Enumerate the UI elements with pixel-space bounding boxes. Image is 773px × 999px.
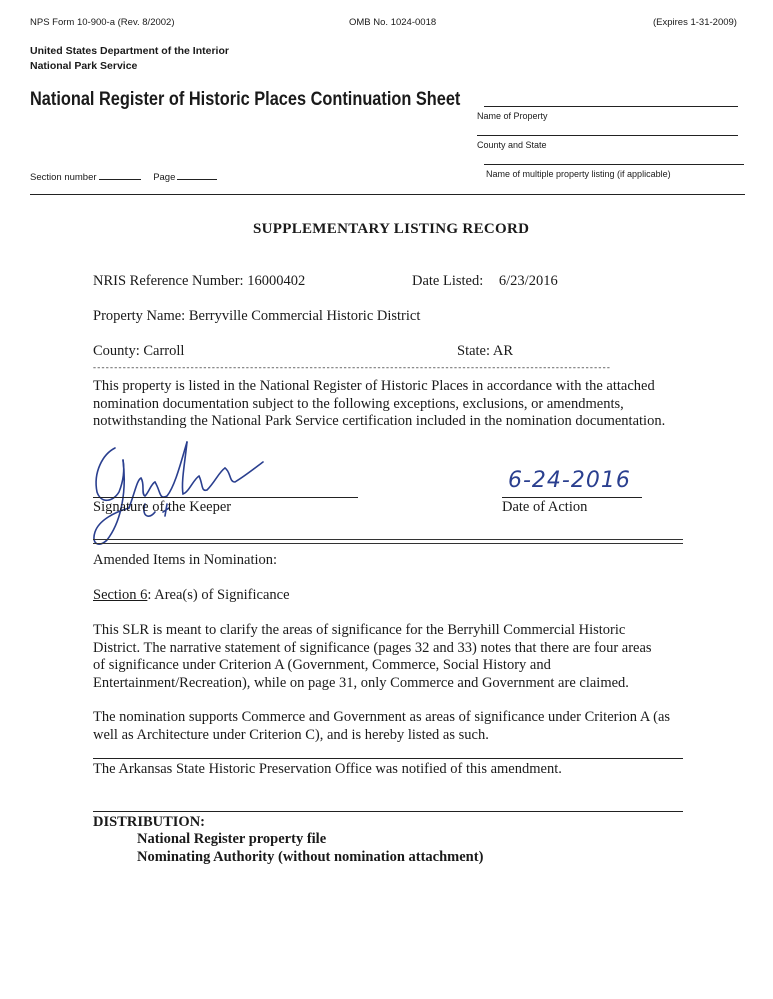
form-title: National Register of Historic Places Continuation Sheet [30, 89, 461, 110]
notification-rule [93, 758, 683, 759]
distribution-item: Nominating Authority (without nomination attachment) [137, 849, 484, 865]
county-value: Carroll [143, 343, 185, 359]
date-of-action-label: Date of Action [502, 499, 588, 515]
header-divider [30, 194, 745, 195]
section-number: Section 6 [93, 587, 148, 603]
date-of-action-line [502, 497, 642, 498]
nris-value: 16000402 [247, 273, 306, 289]
property-name [93, 308, 420, 325]
amendment-paragraph-1: This SLR is meant to clarify the areas of significance for the Berryhill Commercial Historic District. The narrative statement of significance (pages 32 and 33) notes that there are four areas of significance under Criterion A (Government, Commerce, Social History and Entertainment/Recreation), while on page 31, only Commerce and Government are claimed. [93, 622, 652, 691]
form-number: NPS Form 10-900-a (Rev. 8/2002) [30, 17, 175, 28]
county-label: County: [93, 343, 140, 359]
section-number-field [30, 170, 217, 183]
county [93, 343, 184, 360]
date-listed [412, 273, 558, 290]
multiple-listing-line [484, 164, 744, 165]
signature-line [93, 497, 358, 498]
handwritten-action-date: 6-24-2016 [508, 468, 631, 493]
county-state-label: County and State [477, 140, 547, 150]
distribution-rule [93, 811, 683, 812]
double-separator [93, 539, 683, 544]
shpo-notification: The Arkansas State Historic Preservation Office was notified of this amendment. [93, 761, 562, 777]
section-number-label: Section number [30, 172, 97, 183]
nris-reference [93, 273, 305, 290]
multiple-listing-label: Name of multiple property listing (if applicable) [486, 169, 671, 179]
state-label: State: [457, 343, 491, 359]
date-listed-label: Date Listed: [412, 273, 484, 289]
department-name: United States Department of the Interior [30, 45, 229, 57]
name-of-property-line [484, 106, 738, 107]
state-value: AR [492, 343, 514, 359]
section-description: : Area(s) of Significance [147, 587, 290, 603]
amended-items-heading: Amended Items in Nomination: [93, 552, 278, 568]
section-number-blank [99, 170, 141, 180]
property-name-value: Berryville Commercial Historic District [188, 308, 421, 324]
distribution-heading: DISTRIBUTION: [93, 814, 205, 830]
record-heading: SUPPLEMENTARY LISTING RECORD [253, 221, 530, 237]
property-name-label: Property Name: [93, 308, 186, 324]
signature-label: Signature of the Keeper [93, 499, 232, 515]
expiration-date: (Expires 1-31-2009) [653, 17, 737, 28]
county-state-line [477, 135, 738, 136]
page-label: Page [153, 172, 176, 183]
section-reference [93, 587, 290, 604]
listing-statement: This property is listed in the National Register of Historic Places in accordance with the attached nomination documentation subject to the following exceptions, exclusions, or amendments, notwithstanding the National Park Service certification included in the nomination documentation. [93, 378, 666, 429]
agency-name: National Park Service [30, 60, 138, 72]
date-listed-value: 6/23/2016 [498, 273, 558, 289]
nris-label: NRIS Reference Number: [93, 273, 244, 289]
amendment-paragraph-2: The nomination supports Commerce and Government as areas of significance under Criterion A (as well as Architecture under Criterion C), and is hereby listed as such. [93, 709, 671, 743]
name-of-property-label: Name of Property [477, 111, 548, 121]
dashed-separator: - - - - - - - - - - - - - - - - - - - - - - - - - - - - - - - - - - - - - - - - - - - - - - - - - - - - - - - - - - - - - - - - - - - - - - - - - - - - - - - - - - - - - - - - - - - - - - - - - - - - - - - - - - - - - - - - - - - - - - - - - - [93, 362, 610, 372]
page-blank [177, 170, 217, 180]
state [457, 343, 513, 360]
distribution-item: National Register property file [137, 831, 327, 847]
omb-number: OMB No. 1024-0018 [349, 17, 437, 28]
